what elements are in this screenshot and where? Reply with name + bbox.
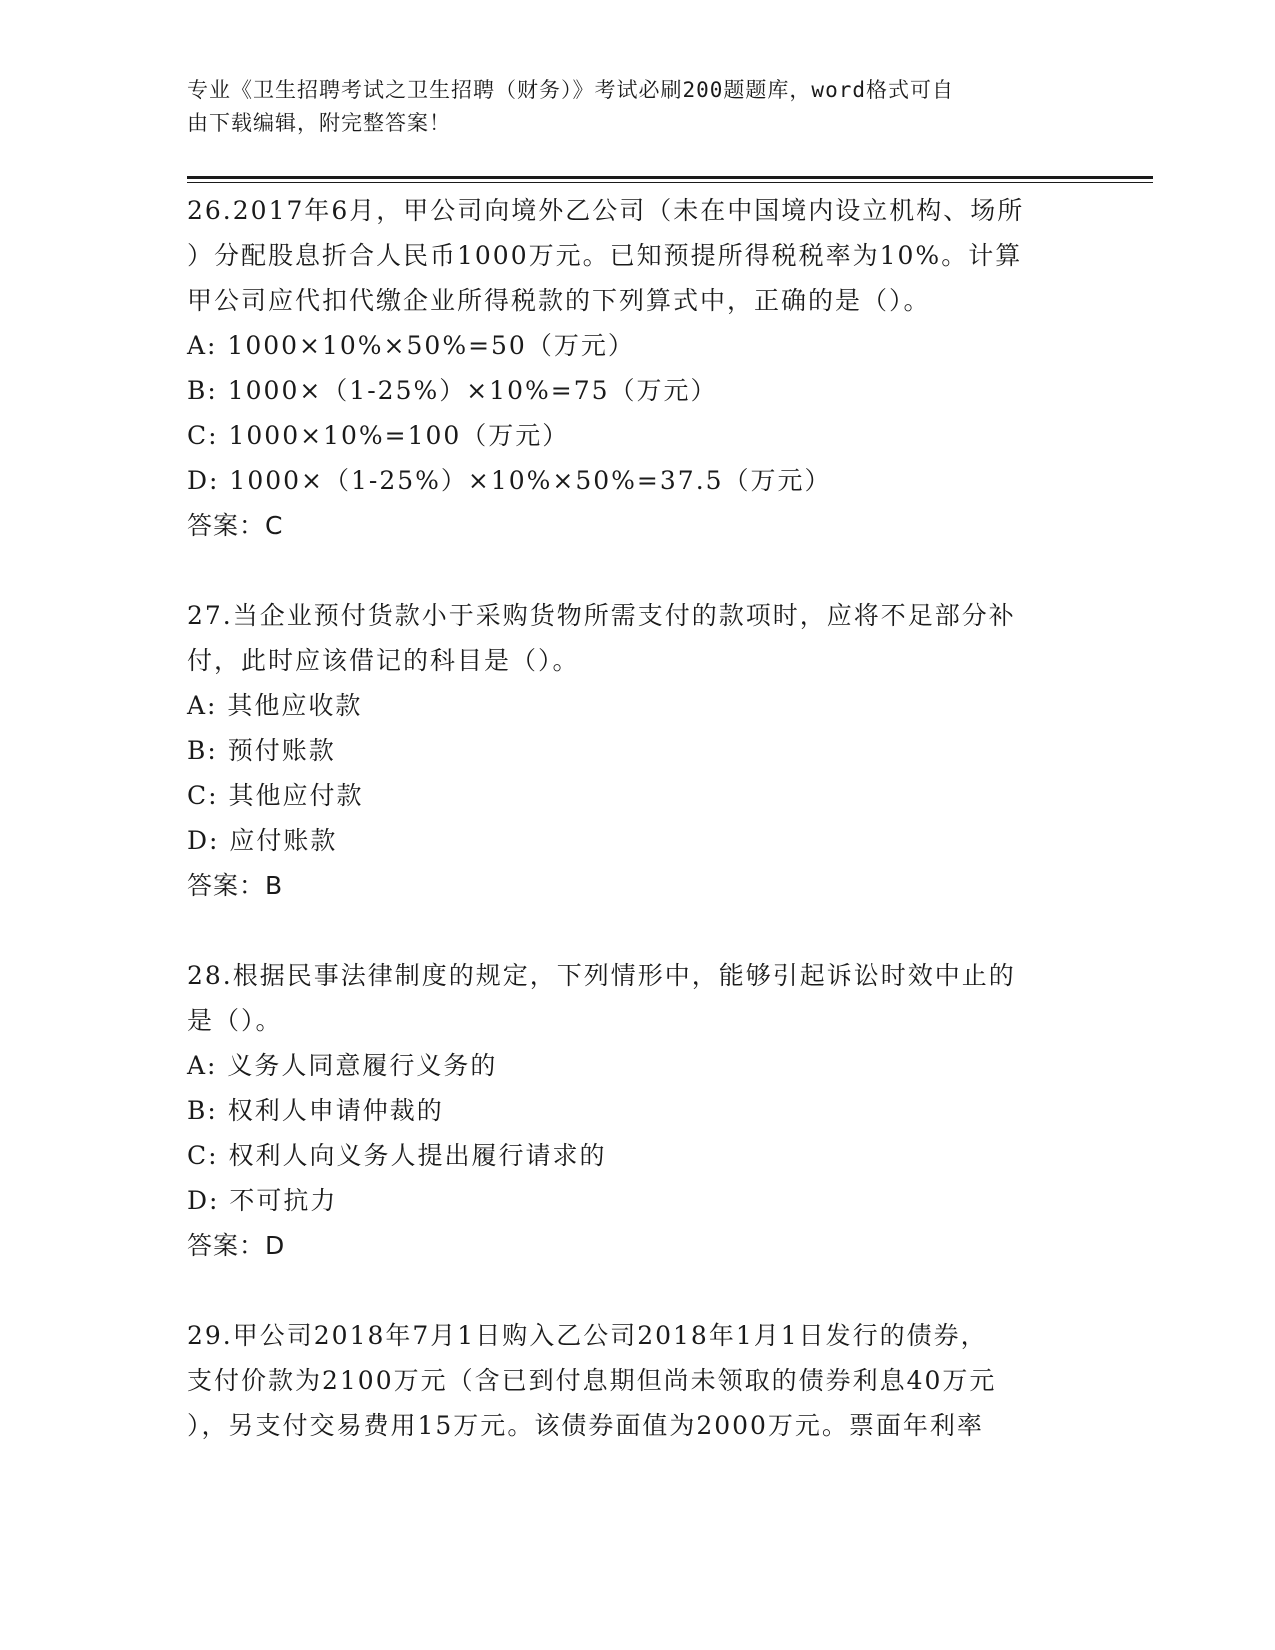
option-a: A: 义务人同意履行义务的 bbox=[187, 1051, 498, 1080]
option-d: D: 应付账款 bbox=[187, 826, 338, 855]
option-c: C: 权利人向义务人提出履行请求的 bbox=[187, 1141, 607, 1170]
header-line-1: 专业《卫生招聘考试之卫生招聘（财务）》考试必刷200题题库，word格式可自 bbox=[187, 78, 954, 102]
header-divider-thick bbox=[187, 176, 1153, 179]
question-text-line: 29.甲公司2018年7月1日购入乙公司2018年1月1日发行的债券， bbox=[187, 1321, 988, 1350]
option-a: A: 1000×10%×50%=50（万元） bbox=[187, 331, 635, 360]
option-d: D: 1000×（1-25%）×10%×50%=37.5（万元） bbox=[187, 466, 832, 495]
option-b: B: 预付账款 bbox=[187, 736, 336, 765]
question-27 bbox=[187, 593, 1067, 908]
question-text-line: 甲公司应代扣代缴企业所得税款的下列算式中，正确的是（）。 bbox=[187, 286, 931, 315]
question-text-line: 支付价款为2100万元（含已到付息期但尚未领取的债券利息40万元 bbox=[187, 1366, 997, 1395]
question-text-line: 是（）。 bbox=[187, 1006, 283, 1035]
answer: 答案：C bbox=[187, 511, 284, 540]
question-text-line: 28.根据民事法律制度的规定，下列情形中，能够引起诉讼时效中止的 bbox=[187, 961, 1016, 990]
option-b: B: 1000×（1-25%）×10%=75（万元） bbox=[187, 376, 718, 405]
option-d: D: 不可抗力 bbox=[187, 1186, 338, 1215]
question-29 bbox=[187, 1313, 1067, 1448]
question-28 bbox=[187, 953, 1067, 1268]
question-text-line: ）分配股息折合人民币1000万元。已知预提所得税税率为10%。计算 bbox=[187, 241, 1023, 270]
header-line-2: 由下载编辑，附完整答案！ bbox=[187, 111, 451, 135]
document-header bbox=[187, 74, 1067, 140]
option-b: B: 权利人申请仲裁的 bbox=[187, 1096, 444, 1125]
answer: 答案：B bbox=[187, 871, 284, 900]
question-26 bbox=[187, 188, 1067, 548]
question-text-line: 27.当企业预付货款小于采购货物所需支付的款项时，应将不足部分补 bbox=[187, 601, 1016, 630]
question-text-line: ），另支付交易费用15万元。该债券面值为2000万元。票面年利率 bbox=[187, 1411, 984, 1440]
question-gap bbox=[187, 908, 1067, 953]
header-divider-thin bbox=[187, 182, 1153, 183]
answer: 答案：D bbox=[187, 1231, 286, 1260]
question-gap bbox=[187, 1268, 1067, 1313]
question-list bbox=[187, 188, 1067, 1448]
option-a: A: 其他应收款 bbox=[187, 691, 363, 720]
option-c: C: 其他应付款 bbox=[187, 781, 364, 810]
option-c: C: 1000×10%=100（万元） bbox=[187, 421, 570, 450]
question-gap bbox=[187, 548, 1067, 593]
question-text-line: 付，此时应该借记的科目是（）。 bbox=[187, 646, 580, 675]
question-text-line: 26.2017年6月，甲公司向境外乙公司（未在中国境内设立机构、场所 bbox=[187, 196, 1025, 225]
